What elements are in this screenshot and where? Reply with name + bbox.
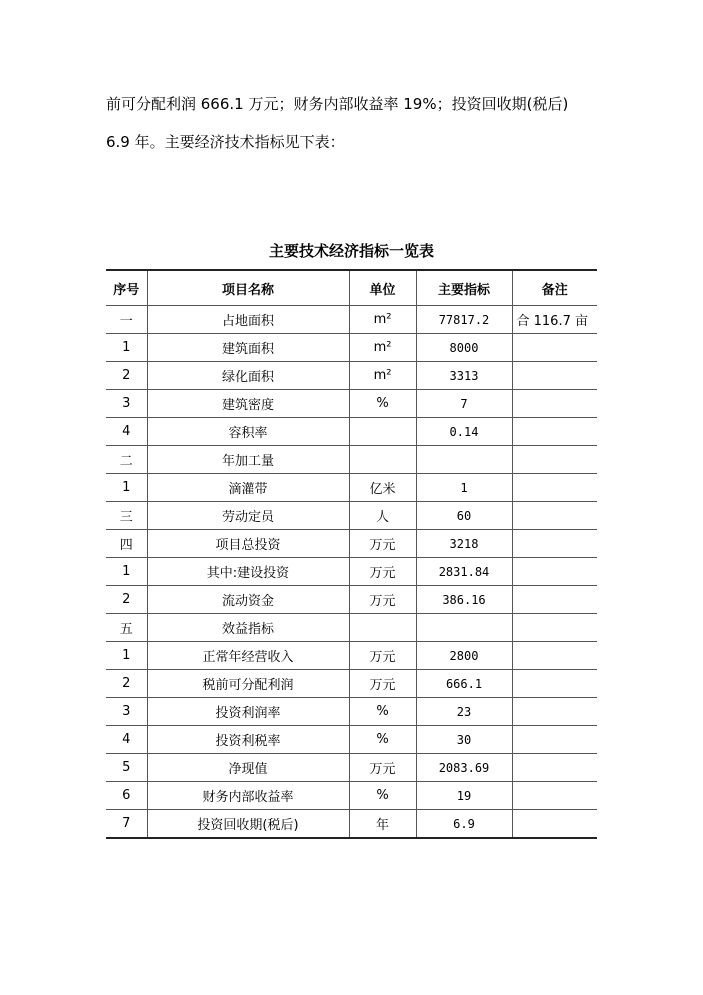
- cell-seq: 1: [106, 642, 147, 670]
- cell-note: [512, 390, 597, 418]
- cell-name: 投资利税率: [147, 726, 349, 754]
- cell-value: [416, 614, 512, 642]
- cell-value: 3313: [416, 362, 512, 390]
- table-row: [106, 390, 597, 418]
- cell-seq: 5: [106, 754, 147, 782]
- cell-unit: m²: [349, 362, 416, 390]
- table-row: [106, 726, 597, 754]
- table-row: [106, 782, 597, 810]
- cell-value: 2083.69: [416, 754, 512, 782]
- cell-note: [512, 362, 597, 390]
- cell-seq: 1: [106, 474, 147, 502]
- table-row: [106, 754, 597, 782]
- cell-value: 1: [416, 474, 512, 502]
- paragraph-line-1: 前可分配利润 666.1 万元；财务内部收益率 19%；投资回收期(税后): [106, 95, 569, 113]
- cell-seq: 4: [106, 418, 147, 446]
- cell-unit: m²: [349, 306, 416, 334]
- cell-unit: m²: [349, 334, 416, 362]
- cell-unit: 年: [349, 810, 416, 839]
- cell-unit: 亿米: [349, 474, 416, 502]
- cell-unit: 万元: [349, 530, 416, 558]
- header-value: 主要指标: [416, 270, 512, 306]
- header-seq: 序号: [106, 270, 147, 306]
- cell-value: 2831.84: [416, 558, 512, 586]
- table-row: [106, 446, 597, 474]
- cell-seq: 4: [106, 726, 147, 754]
- cell-unit: [349, 614, 416, 642]
- cell-name: 绿化面积: [147, 362, 349, 390]
- cell-name: 投资利润率: [147, 698, 349, 726]
- cell-name: 效益指标: [147, 614, 349, 642]
- cell-seq: 1: [106, 334, 147, 362]
- cell-note: [512, 446, 597, 474]
- table-row: [106, 642, 597, 670]
- header-name: 项目名称: [147, 270, 349, 306]
- cell-seq: 二: [106, 446, 147, 474]
- cell-value: 6.9: [416, 810, 512, 839]
- cell-name: 财务内部收益率: [147, 782, 349, 810]
- cell-name: 投资回收期(税后): [147, 810, 349, 839]
- paragraph-line-2: 6.9 年。主要经济技术指标见下表：: [106, 133, 345, 151]
- table-row: [106, 418, 597, 446]
- indicators-table: [106, 269, 597, 839]
- cell-seq: 1: [106, 558, 147, 586]
- cell-seq: 五: [106, 614, 147, 642]
- cell-seq: 3: [106, 698, 147, 726]
- table-row: [106, 502, 597, 530]
- table-row: [106, 558, 597, 586]
- cell-name: 项目总投资: [147, 530, 349, 558]
- cell-note: [512, 782, 597, 810]
- cell-name: 建筑面积: [147, 334, 349, 362]
- cell-name: 税前可分配利润: [147, 670, 349, 698]
- table-row: [106, 810, 597, 839]
- table-row: [106, 586, 597, 614]
- cell-unit: %: [349, 726, 416, 754]
- cell-name: 流动资金: [147, 586, 349, 614]
- cell-note: [512, 474, 597, 502]
- table-row: [106, 698, 597, 726]
- cell-unit: 万元: [349, 642, 416, 670]
- cell-unit: 万元: [349, 754, 416, 782]
- table-row: [106, 334, 597, 362]
- cell-unit: 万元: [349, 670, 416, 698]
- cell-note: [512, 754, 597, 782]
- cell-unit: %: [349, 698, 416, 726]
- cell-name: 劳动定员: [147, 502, 349, 530]
- cell-value: 2800: [416, 642, 512, 670]
- table-title: 主要技术经济指标一览表: [268, 242, 434, 260]
- cell-seq: 6: [106, 782, 147, 810]
- cell-seq: 四: [106, 530, 147, 558]
- cell-seq: 7: [106, 810, 147, 839]
- cell-name: 容积率: [147, 418, 349, 446]
- cell-value: 19: [416, 782, 512, 810]
- cell-value: 0.14: [416, 418, 512, 446]
- table-row: [106, 474, 597, 502]
- cell-unit: %: [349, 390, 416, 418]
- cell-value: 666.1: [416, 670, 512, 698]
- cell-note: [512, 586, 597, 614]
- cell-name: 建筑密度: [147, 390, 349, 418]
- cell-name: 其中:建设投资: [147, 558, 349, 586]
- cell-note: [512, 642, 597, 670]
- cell-note: [512, 614, 597, 642]
- cell-value: 23: [416, 698, 512, 726]
- cell-unit: 人: [349, 502, 416, 530]
- cell-seq: 2: [106, 670, 147, 698]
- cell-note: [512, 726, 597, 754]
- cell-note: [512, 334, 597, 362]
- cell-note: [512, 670, 597, 698]
- cell-seq: 一: [106, 306, 147, 334]
- table-header-row: [106, 270, 597, 306]
- header-note: 备注: [512, 270, 597, 306]
- cell-unit: 万元: [349, 586, 416, 614]
- table-row: [106, 530, 597, 558]
- cell-seq: 2: [106, 362, 147, 390]
- cell-name: 正常年经营收入: [147, 642, 349, 670]
- cell-value: 8000: [416, 334, 512, 362]
- cell-value: 386.16: [416, 586, 512, 614]
- cell-unit: %: [349, 782, 416, 810]
- cell-note: 合 116.7 亩: [512, 306, 597, 334]
- cell-value: 60: [416, 502, 512, 530]
- table-row: [106, 614, 597, 642]
- cell-seq: 2: [106, 586, 147, 614]
- header-unit: 单位: [349, 270, 416, 306]
- cell-note: [512, 502, 597, 530]
- cell-note: [512, 558, 597, 586]
- cell-value: 77817.2: [416, 306, 512, 334]
- table-body: [106, 306, 597, 839]
- table-row: [106, 306, 597, 334]
- cell-value: [416, 446, 512, 474]
- cell-seq: 三: [106, 502, 147, 530]
- cell-name: 年加工量: [147, 446, 349, 474]
- cell-unit: [349, 418, 416, 446]
- cell-value: 7: [416, 390, 512, 418]
- cell-seq: 3: [106, 390, 147, 418]
- cell-unit: 万元: [349, 558, 416, 586]
- cell-note: [512, 530, 597, 558]
- table-row: [106, 670, 597, 698]
- cell-note: [512, 698, 597, 726]
- cell-value: 3218: [416, 530, 512, 558]
- cell-note: [512, 418, 597, 446]
- cell-name: 净现值: [147, 754, 349, 782]
- cell-unit: [349, 446, 416, 474]
- cell-name: 滴灌带: [147, 474, 349, 502]
- cell-note: [512, 810, 597, 839]
- cell-name: 占地面积: [147, 306, 349, 334]
- cell-value: 30: [416, 726, 512, 754]
- table-row: [106, 362, 597, 390]
